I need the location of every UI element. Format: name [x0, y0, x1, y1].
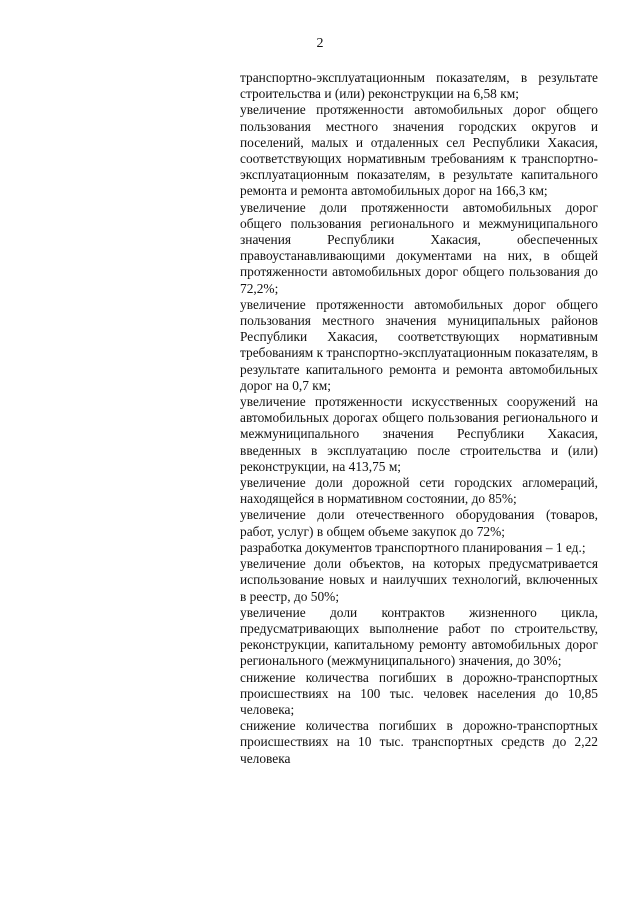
paragraph-road-title-documents: увеличение доли протяженности автомобильных дорог общего пользования регионального и межмуниципального значения Республики Хакасия, обеспеченных правоустанавливающими документами на них, в общей протяженности автомобильных дорог общего пользования до 72,2%;: [240, 199, 598, 296]
paragraph-local-roads-municipal: увеличение протяженности автомобильных дорог общего пользования местного значения муниципальных районов Республики Хакасия, соответствующих нормативным требованиям к транспортно-эксплуатационным показателям, в результате капитального ремонта и ремонта автомобильных дорог на 0,7 км;: [240, 296, 598, 393]
paragraph-new-technologies: увеличение доли объектов, на которых предусматривается использование новых и наилучших технологий, включенных в реестр, до 50%;: [240, 556, 598, 604]
paragraph-road-construction-continued: транспортно-эксплуатационным показателям, в результате строительства и (или) реконструкции на 6,58 км;: [240, 70, 598, 102]
paragraph-agglomeration-network: увеличение доли дорожной сети городских агломераций, находящейся в нормативном состоянии, до 85%;: [240, 475, 598, 507]
paragraph-fatalities-vehicles: снижение количества погибших в дорожно-транспортных происшествиях на 10 тыс. транспортных средств до 2,22 человека: [240, 718, 598, 766]
document-body: [240, 70, 598, 767]
paragraph-domestic-equipment: увеличение доли отечественного оборудования (товаров, работ, услуг) в общем объеме закупок до 72%;: [240, 507, 598, 539]
page-number: 2: [316, 36, 324, 51]
paragraph-artificial-structures: увеличение протяженности искусственных сооружений на автомобильных дорогах общего пользования регионального и межмуниципального значения Республики Хакасия, введенных в эксплуатацию после строительства и (или) реконструкции, на 413,75 м;: [240, 394, 598, 474]
paragraph-local-roads-urban: увеличение протяженности автомобильных дорог общего пользования местного значения городских округов и поселений, малых и отдаленных сел Республики Хакасия, соответствующих нормативным требованиям к транспортно-эксплуатационным показателям, в результате капитального ремонта и ремонта автомобильных дорог на 166,3 км;: [240, 102, 598, 199]
paragraph-lifecycle-contracts: увеличение доли контрактов жизненного цикла, предусматривающих выполнение работ по строительству, реконструкции, капитальному ремонту автомобильных дорог регионального (межмуниципального) значения, до 30%;: [240, 604, 598, 669]
paragraph-fatalities-population: снижение количества погибших в дорожно-транспортных происшествиях на 100 тыс. человек населения до 10,85 человека;: [240, 669, 598, 717]
paragraph-transport-planning: разработка документов транспортного планирования – 1 ед.;: [240, 539, 586, 555]
